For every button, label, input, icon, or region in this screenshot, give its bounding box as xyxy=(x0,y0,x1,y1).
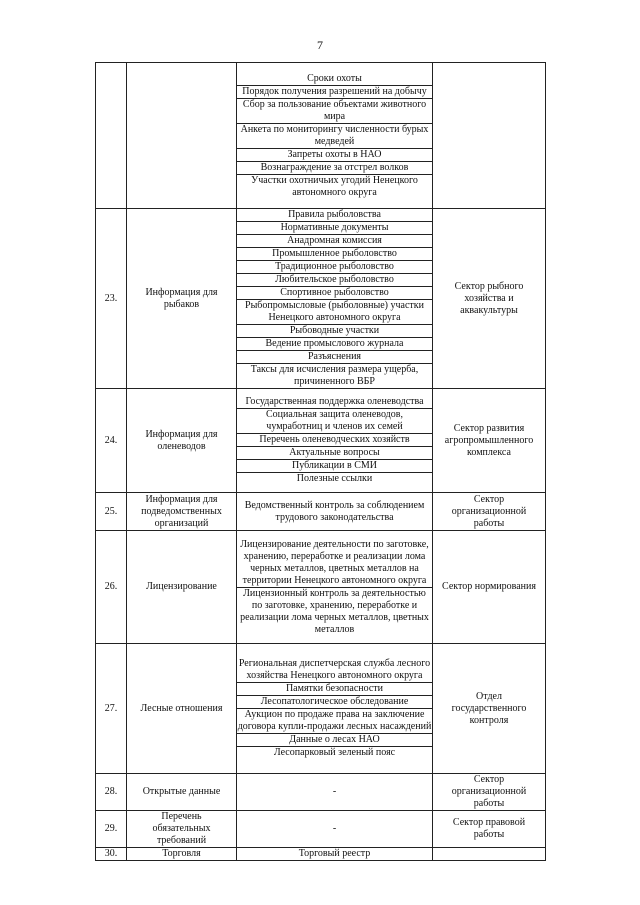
section-name: Лесные отношения xyxy=(127,644,237,774)
subsection-item: Рыбопромысловые (рыболовные) участки Ненецкого автономного округа xyxy=(237,300,432,325)
row-number: 24. xyxy=(96,389,127,493)
subsections-cell xyxy=(237,209,433,389)
responsible-unit: Сектор развития агропромышленного комплекса xyxy=(433,389,546,493)
row-number: 25. xyxy=(96,493,127,531)
table-row xyxy=(96,209,546,389)
row-number xyxy=(96,63,127,209)
subsections-cell xyxy=(237,493,433,531)
subsections-cell xyxy=(237,644,433,774)
responsible-unit: Сектор рыбного хозяйства и аквакультуры xyxy=(433,209,546,389)
subsection-item: Актуальные вопросы xyxy=(237,447,432,460)
row-number: 29. xyxy=(96,811,127,848)
subsections-cell xyxy=(237,531,433,644)
section-name xyxy=(127,63,237,209)
subsections-cell xyxy=(237,848,433,861)
section-name: Информация для подведомственных организаций xyxy=(127,493,237,531)
subsection-item: Вознаграждение за отстрел волков xyxy=(237,161,432,174)
subsection-item: Участки охотничьих угодий Ненецкого автономного округа xyxy=(251,174,418,198)
subsection-item: Порядок получения разрешений на добычу xyxy=(237,85,432,98)
subsection-item: Традиционное рыболовство xyxy=(237,261,432,274)
subsection-item: Лицензионный контроль за деятельностью по заготовке, хранению, переработке и реализации лома черных металлов, цветных металлов xyxy=(240,587,429,635)
responsible-unit: Сектор организационной работы xyxy=(433,774,546,811)
table-row xyxy=(96,811,546,848)
sections-table xyxy=(95,62,546,861)
subsection-item: Региональная диспетчерская служба лесного хозяйства Ненецкого автономного округа xyxy=(238,658,431,681)
subsections-cell xyxy=(237,63,433,209)
section-name: Торговля xyxy=(127,848,237,861)
subsection-item: Сбор за пользование объектами животного мира xyxy=(237,98,432,123)
subsection-item: Данные о лесах НАО xyxy=(237,734,432,747)
section-name: Лицензирование xyxy=(127,531,237,644)
subsections-list xyxy=(237,500,432,524)
page-number: 7 xyxy=(317,38,323,52)
responsible-unit: Сектор организационной работы xyxy=(433,493,546,531)
section-name: Информация для рыбаков xyxy=(127,209,237,389)
subsection-item: Разъяснения xyxy=(237,351,432,364)
subsection-item: Промышленное рыболовство xyxy=(237,248,432,261)
row-number: 26. xyxy=(96,531,127,644)
table-row xyxy=(96,63,546,209)
subsection-item: Запреты охоты в НАО xyxy=(237,148,432,161)
subsection-item: Спортивное рыболовство xyxy=(237,287,432,300)
table-row xyxy=(96,493,546,531)
subsection-item: Любительское рыболовство xyxy=(237,274,432,287)
subsections-list xyxy=(237,823,432,835)
subsection-item: Сроки охоты xyxy=(237,73,432,86)
subsection-item: Лесопарковый зеленый пояс xyxy=(273,747,396,758)
table-row xyxy=(96,531,546,644)
sections-table-body xyxy=(96,63,546,861)
subsections-list xyxy=(237,658,432,759)
responsible-unit xyxy=(433,848,546,861)
subsection-item: Таксы для исчисления размера ущерба, причиненного ВБР xyxy=(250,364,419,387)
table-row xyxy=(96,848,546,861)
subsection-item: Ведомственный контроль за соблюдением трудового законодательства xyxy=(244,499,425,523)
table-row xyxy=(96,774,546,811)
subsections-cell xyxy=(237,811,433,848)
subsection-item: Рыбоводные участки xyxy=(237,325,432,338)
table-row xyxy=(96,389,546,493)
section-name: Перечень обязательных требований xyxy=(127,811,237,848)
section-name: Открытые данные xyxy=(127,774,237,811)
subsection-item: Нормативные документы xyxy=(237,222,432,235)
row-number: 28. xyxy=(96,774,127,811)
subsection-item: - xyxy=(332,786,337,797)
subsection-item: Ведение промыслового журнала xyxy=(237,338,432,351)
row-number: 23. xyxy=(96,209,127,389)
subsection-item: Социальная защита оленеводов, чумработниц и членов их семей xyxy=(237,409,432,434)
row-number: 30. xyxy=(96,848,127,861)
subsection-item: Лесопатологическое обследование xyxy=(237,696,432,709)
subsection-item: Анкета по мониторингу численности бурых медведей xyxy=(237,123,432,148)
subsections-list xyxy=(237,209,432,388)
subsection-item: Аукцион по продаже права на заключение договора купли-продажи лесных насаждений xyxy=(237,709,432,732)
table-row xyxy=(96,644,546,774)
responsible-unit: Сектор нормирования xyxy=(433,531,546,644)
subsection-item: Государственная поддержка оленеводства xyxy=(237,396,432,409)
responsible-unit: Отдел государственного контроля xyxy=(433,644,546,774)
subsections-list xyxy=(237,396,432,485)
subsections-list xyxy=(237,539,432,636)
responsible-unit xyxy=(433,63,546,209)
subsections-cell xyxy=(237,389,433,493)
subsections-list xyxy=(237,786,432,798)
subsection-item: Торговый реестр xyxy=(298,848,371,859)
subsection-item: Полезные ссылки xyxy=(296,473,373,484)
row-number: 27. xyxy=(96,644,127,774)
subsection-item: Памятки безопасности xyxy=(237,683,432,696)
subsections-cell xyxy=(237,774,433,811)
subsection-item: Публикации в СМИ xyxy=(237,460,432,473)
subsection-item: Лицензирование деятельности по заготовке, хранению, переработке и реализации лома черных металлов, цветных металлов на территории Ненецкого автономного округа xyxy=(237,539,432,588)
subsections-list xyxy=(237,73,432,199)
subsection-item: - xyxy=(332,823,337,834)
subsection-item: Правила рыболовства xyxy=(237,209,432,222)
subsection-item: Перечень оленеводческих хозяйств xyxy=(237,434,432,447)
responsible-unit: Сектор правовой работы xyxy=(433,811,546,848)
subsection-item: Анадромная комиссия xyxy=(237,235,432,248)
subsections-list xyxy=(237,848,432,860)
section-name: Информация для оленеводов xyxy=(127,389,237,493)
